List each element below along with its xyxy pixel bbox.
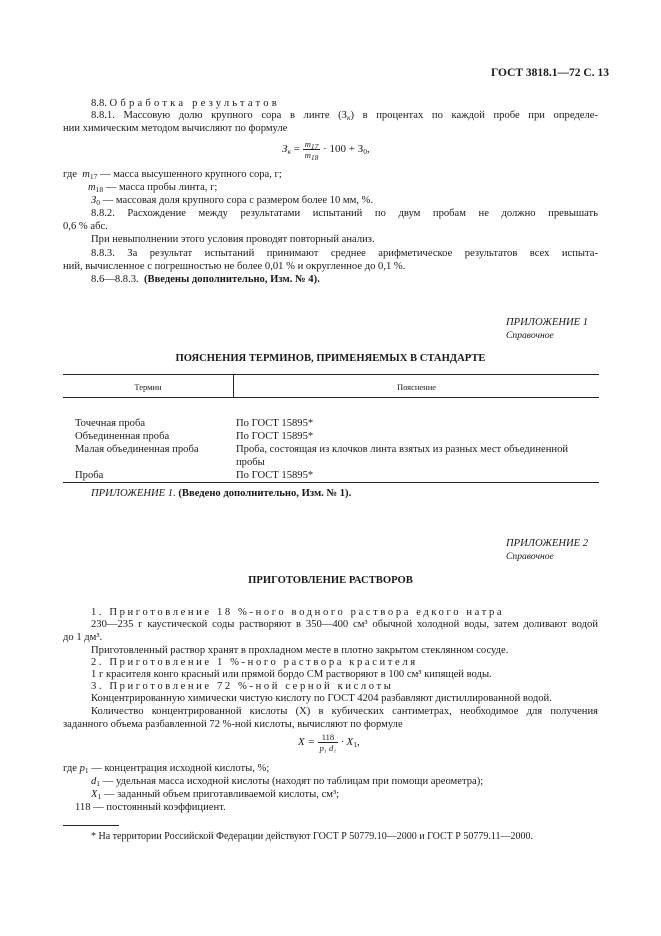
section3-heading: 3. Приготовление 72 %-ной серной кислоты <box>91 681 394 692</box>
section1-heading: 1. Приготовление 18 %-ного водного раствора едкого натра <box>91 607 505 618</box>
definition-m18: $m_{18}$ — масса пробы линта, г; <box>88 182 218 194</box>
section1-line3: Приготовленный раствор хранят в прохладном месте в плотно закрытом стеклянном сосуде. <box>91 645 509 656</box>
definition-m17: где $m_{17}$ — масса высушенного крупного сора, г; <box>63 169 282 181</box>
section3-line3: заданного объема разбавленной 72 %-ной кислоты, вычисляют по формуле <box>63 719 403 730</box>
footnote-rule <box>63 825 119 826</box>
table-row-expl: Проба, состоящая из клочков линта взятых из разных мест объединенной <box>236 444 569 455</box>
table-header-rule <box>63 397 599 398</box>
formula-zk: $З_к$ = $\frac{m_{17}}{m_{18}}$ · $100 + З_0$, <box>282 139 370 162</box>
section-heading: 8.8. Обработка результатов <box>91 98 280 109</box>
appendix1-label: ПРИЛОЖЕНИЕ 1 <box>506 317 589 328</box>
table-row-expl: По ГОСТ 15895* <box>236 431 314 442</box>
appendix2-label: ПРИЛОЖЕНИЕ 2 <box>506 538 589 549</box>
formula2-fraction: $\frac{118}{\text{p₁ d₁}}$ <box>319 732 337 753</box>
section2-heading: 2. Приготовление 1 %-ного раствора красителя <box>91 657 418 668</box>
section2-line1: 1 г красителя конго красный или прямой бордо СМ растворяют в 100 см³ кипящей воды. <box>91 669 492 680</box>
paragraph-883-line2: ний, вычисленное с погрешностью не более 0,01 % и округленное до 0,1 %. <box>63 261 406 272</box>
formula-fraction: $\frac{m_{17}}{m_{18}}$ <box>304 139 319 162</box>
table-bottom-rule <box>63 482 599 483</box>
section3-line2: Количество концентрированной кислоты (X) в кубических сантиметрах, необходимое для получения <box>91 706 598 717</box>
definition-d1: $d_1$ — удельная масса исходной кислоты (находят по таблицам при помощи ареометра); <box>91 776 484 788</box>
table-header-term: Термин <box>134 382 162 392</box>
paragraph-881-line2: нии химическим методом вычисляют по формуле <box>63 123 288 134</box>
section1-line1: 230—235 г каустической соды растворяют в 350—400 см³ обычной холодной воды, затем доливают водой <box>91 619 598 630</box>
definition-p1: где $p_1$ — концентрация исходной кислоты, %; <box>63 763 270 775</box>
definition-x1: $X_1$ — заданный объем приготавливаемой кислоты, см³; <box>91 789 340 801</box>
appendix1-amendment: ПРИЛОЖЕНИЕ 1. (Введено дополнительно, Изм. № 1). <box>91 488 352 499</box>
definition-z0: $З_0$ — массовая доля крупного сора с размером более 10 мм, %. <box>91 195 374 207</box>
paragraph-882-line1: 8.8.2. Расхождение между результатами испытаний по двум пробам не должно превышать <box>91 208 598 219</box>
table-row-expl: По ГОСТ 15895* <box>236 470 314 481</box>
table-top-rule <box>63 374 599 375</box>
table-row-expl-cont: пробы <box>236 457 265 468</box>
paragraph-883-line1: 8.8.3. За результат испытаний принимают среднее арифметическое результатов всех испыта- <box>91 248 598 259</box>
table-header-explanation: Пояснение <box>396 382 437 392</box>
formula-x: X = $\frac{118}{\text{p₁ d₁}}$ · $X_1$, <box>298 732 360 753</box>
section3-line1: Концентрированную химически чистую кислоту по ГОСТ 4204 разбавляют дистиллированной водой. <box>91 693 552 704</box>
amendment-note-4: 8.6—8.8.3. (Введены дополнительно, Изм. № 4). <box>91 274 320 285</box>
paragraph-881-line1: 8.8.1. Массовую долю крупного сора в линте $(З_к)$ в процентах по каждой пробе при определе- <box>91 110 598 122</box>
paragraph-882-line2: 0,6 % абс. <box>63 221 108 232</box>
definition-118: 118 — постоянный коэффициент. <box>75 802 226 813</box>
appendix1-note: Справочное <box>506 330 554 341</box>
section1-line2: до 1 дм³. <box>63 632 103 643</box>
table-row-term: Малая объединенная проба <box>75 444 199 455</box>
appendix1-title: ПОЯСНЕНИЯ ТЕРМИНОВ, ПРИМЕНЯЕМЫХ В СТАНДАРТЕ <box>175 353 486 364</box>
table-row-expl: По ГОСТ 15895* <box>236 418 314 429</box>
footnote: * На территории Российской Федерации действуют ГОСТ Р 50779.10—2000 и ГОСТ Р 50779.11—2000. <box>91 831 533 842</box>
table-row-term: Проба <box>75 470 104 481</box>
table-row-term: Объединенная проба <box>75 431 170 442</box>
table-row-term: Точечная проба <box>75 418 146 429</box>
paragraph-882-line3: При невыполнении этого условия проводят повторный анализ. <box>91 234 375 245</box>
page-header: ГОСТ 3818.1—72 С. 13 <box>490 67 609 79</box>
appendix2-title: ПРИГОТОВЛЕНИЕ РАСТВОРОВ <box>248 575 413 586</box>
appendix2-note: Справочное <box>506 551 554 562</box>
